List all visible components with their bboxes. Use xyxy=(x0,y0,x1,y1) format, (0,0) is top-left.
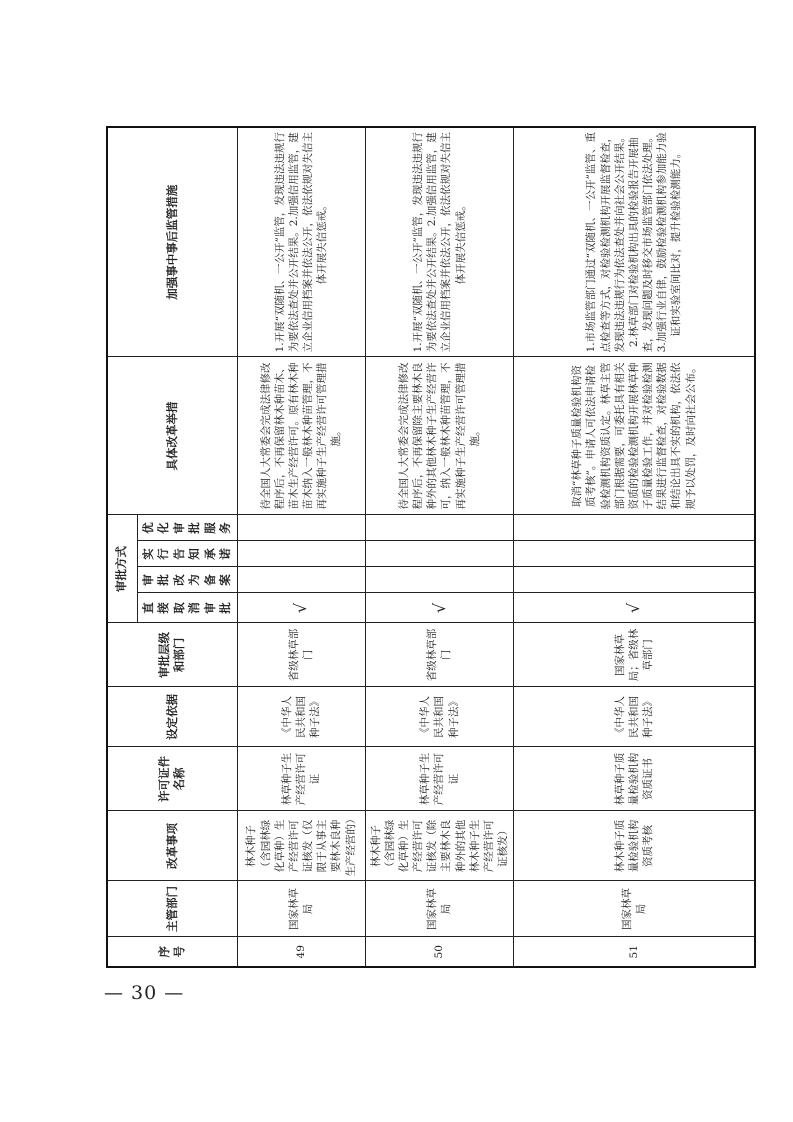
cell-measures: 取消“林草种子质量检验机构资质考核”。申请人可依法申请检验检测机构资质认定。林草主管部门根据需要，可委托具有相关资质的检验检测机构开展林草种子质量检验工作，并对检验检测结果进行监督检查，对检验数据和结论出具不实的机构，依法依规予以处罚，及时向社会公布。 xyxy=(514,357,755,515)
cell-department: 国家林草局 xyxy=(365,881,514,937)
cell-license: 林草种子生产经营许可证 xyxy=(365,747,514,811)
cell-supervision: 1.市场监管部门通过“双随机、一公开”监管、重点检查等方式，对检验检测机构开展监督检查，发现违法违规行为依法查处并向社会公开结果。2.林草部门对检验机构出具的检验报告开展抽查，发现问题及时移交市场监管部门依法处理。3.加强行业自律，鼓励检验检测机构参加能力验证和实验室间比对，提升检验检测能力。 xyxy=(514,127,755,357)
cell-mode-cancel: √ xyxy=(237,593,365,623)
cell-mode-notify xyxy=(514,541,755,567)
cell-mode-notify xyxy=(237,541,365,567)
rotated-table-container xyxy=(106,128,697,968)
cell-basis: 《中华人民共和国种子法》 xyxy=(365,687,514,747)
header-approval-mode: 审批方式 xyxy=(107,515,137,623)
cell-license: 林草种子质量检验机构资质证书 xyxy=(514,747,755,811)
cell-mode-record xyxy=(514,567,755,593)
cell-item: 林木种子（含园林绿化草种）生产经营许可证核发（除主要林木良种外的其他林木种子生产经营许可证核发） xyxy=(365,811,514,881)
cell-supervision: 1.开展“双随机、一公开”监管，发现违法违规行为要依法查处并公开结果。2.加强信用监管，建立企业信用档案并依法公开，依法依规对失信主体开展失信惩戒。 xyxy=(365,127,514,357)
header-measures: 具体改革举措 xyxy=(107,357,237,515)
table-row xyxy=(365,127,514,967)
page-number: — 30 — xyxy=(104,982,185,1004)
header-mode-cancel: 直接取消审批 xyxy=(137,593,237,623)
table-row xyxy=(514,127,755,967)
header-license: 许可证件名称 xyxy=(107,747,237,811)
cell-mode-cancel: √ xyxy=(514,593,755,623)
header-department: 主管部门 xyxy=(107,881,237,937)
cell-mode-optimize xyxy=(514,515,755,541)
header-mode-record: 审批改为备案 xyxy=(137,567,237,593)
header-mode-notify: 实行告知承诺 xyxy=(137,541,237,567)
cell-department: 国家林草局 xyxy=(514,881,755,937)
header-seq: 序号 xyxy=(107,937,237,967)
cell-level: 省级林草部门 xyxy=(365,623,514,687)
reform-table xyxy=(106,126,756,968)
cell-supervision: 1.开展“双随机、一公开”监管，发现违法违规行为要依法查处并公开结果。2.加强信用监管，建立企业信用档案并依法公开，依法依规对失信主体开展失信惩戒。 xyxy=(237,127,365,357)
cell-mode-cancel: √ xyxy=(365,593,514,623)
header-basis: 设定依据 xyxy=(107,687,237,747)
cell-item: 林木种子（含园林绿化草种）生产经营许可证核发（仅限于从事主要林木良种生产经营的） xyxy=(237,811,365,881)
header-mode-optimize: 优化审批服务 xyxy=(137,515,237,541)
cell-measures: 待全国人大常委会完成法律修改程序后，不再保留林木种苗木、苗木生产经营许可。原有林木种苗木纳入一般林木种苗管理，不再实施种子生产经营许可管理措施。 xyxy=(237,357,365,515)
cell-license: 林草种子生产经营许可证 xyxy=(237,747,365,811)
cell-mode-record xyxy=(237,567,365,593)
cell-mode-record xyxy=(365,567,514,593)
cell-department: 国家林草局 xyxy=(237,881,365,937)
cell-item: 林木种子质量检验机构资质考核 xyxy=(514,811,755,881)
cell-level: 国家林草局；省级林草部门 xyxy=(514,623,755,687)
cell-mode-notify xyxy=(365,541,514,567)
cell-seq: 49 xyxy=(237,937,365,967)
cell-seq: 51 xyxy=(514,937,755,967)
header-level: 审批层级和部门 xyxy=(107,623,237,687)
cell-measures: 待全国人大常委会完成法律修改程序后，不再保留除主要林木良种外的其他林木种子生产经营许可，纳入一般林木种苗管理，不再实施种子生产经营许可管理措施。 xyxy=(365,357,514,515)
cell-mode-optimize xyxy=(365,515,514,541)
cell-basis: 《中华人民共和国种子法》 xyxy=(237,687,365,747)
cell-level: 省级林草部门 xyxy=(237,623,365,687)
header-item: 改革事项 xyxy=(107,811,237,881)
table-row xyxy=(237,127,365,967)
cell-seq: 50 xyxy=(365,937,514,967)
cell-mode-optimize xyxy=(237,515,365,541)
cell-basis: 《中华人民共和国种子法》 xyxy=(514,687,755,747)
header-supervision: 加强事中事后监管措施 xyxy=(107,127,237,357)
